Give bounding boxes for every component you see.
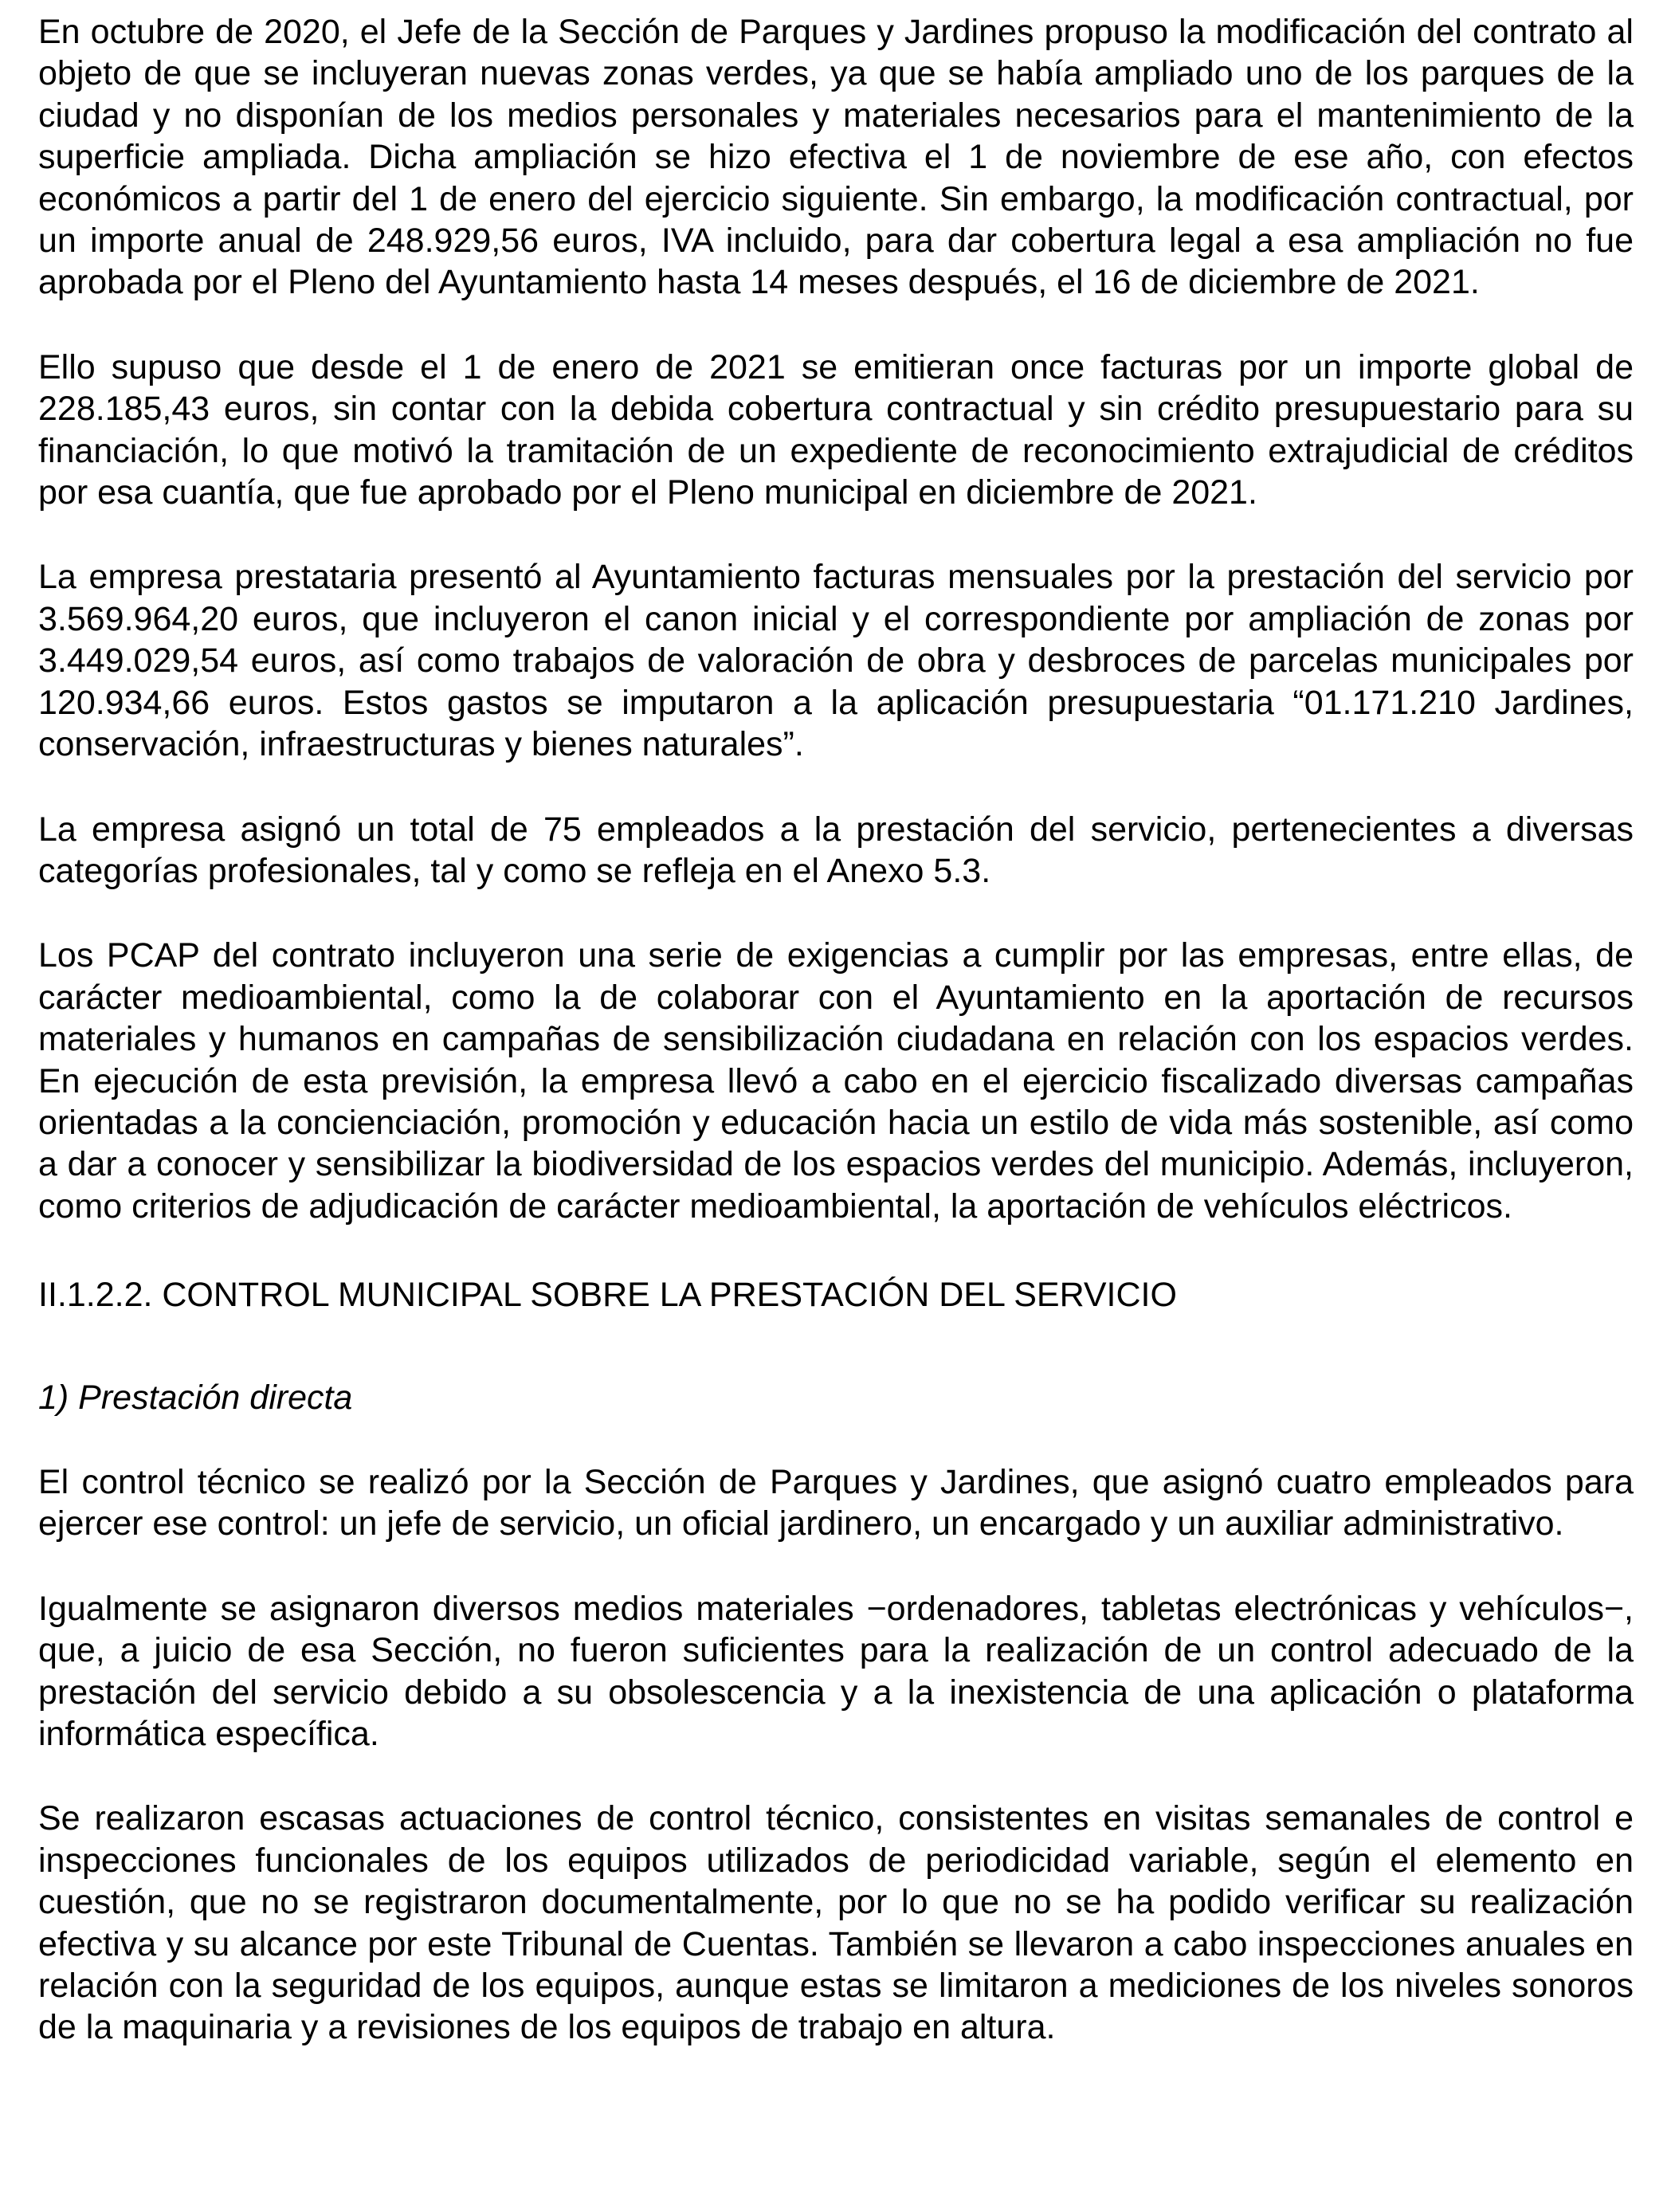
paragraph-monthly-invoices: La empresa prestataria presentó al Ayuntamiento facturas mensuales por la prestación del servicio por 3.569.964,20 euros, que incluyeron el canon inicial y el correspondiente por ampliación de zonas por 3.449.029,54 euros, así como trabajos de valoración de obra y desbroces de parcelas municipales por 120.934,66 euros. Estos gastos se imputaron a la aplicación presupuestaria “01.171.210 Jardines, conservación, infraestructuras y bienes naturales”. bbox=[38, 558, 1634, 764]
document-page bbox=[38, 11, 1634, 2049]
paragraph-environmental-requirements: Los PCAP del contrato incluyeron una serie de exigencias a cumplir por las empresas, entre ellas, de carácter medioambiental, como la de colaborar con el Ayuntamiento en la aportación de recursos materiales y humanos en campañas de sensibilización ciudadana en relación con los espacios verdes. En ejecución de esta previsión, la empresa llevó a cabo en el ejercicio fiscalizado diversas campañas orientadas a la concienciación, promoción y educación hacia un estilo de vida más sostenible, así como a dar a conocer y sensibilizar la biodiversidad de los espacios verdes del municipio. Además, incluyeron, como criterios de adjudicación de carácter medioambiental, la aportación de vehículos eléctricos. bbox=[38, 936, 1634, 1226]
paragraph-invoices-without-coverage: Ello supuso que desde el 1 de enero de 2021 se emitieran once facturas por un importe global de 228.185,43 euros, sin contar con la debida cobertura contractual y sin crédito presupuestario para su financiación, lo que motivó la tramitación de un expediente de reconocimiento extrajudicial de créditos por esa cuantía, que fue aprobado por el Pleno municipal en diciembre de 2021. bbox=[38, 347, 1634, 512]
paragraph-employees: La empresa asignó un total de 75 empleados a la prestación del servicio, pertenecientes a diversas categorías profesionales, tal y como se refleja en el Anexo 5.3. bbox=[38, 810, 1634, 890]
subsection-heading: 1) Prestación directa bbox=[38, 1378, 353, 1417]
paragraph-contract-modification: En octubre de 2020, el Jefe de la Sección de Parques y Jardines propuso la modificación del contrato al objeto de que se incluyeran nuevas zonas verdes, ya que se había ampliado uno de los parques de la ciudad y no disponían de los medios personales y materiales necesarios para el mantenimiento de la superficie ampliada. Dicha ampliación se hizo efectiva el 1 de noviembre de ese año, con efectos económicos a partir del 1 de enero del ejercicio siguiente. Sin embargo, la modificación contractual, por un importe anual de 248.929,56 euros, IVA incluido, para dar cobertura legal a esa ampliación no fue aprobada por el Pleno del Ayuntamiento hasta 14 meses después, el 16 de diciembre de 2021. bbox=[38, 13, 1634, 302]
paragraph-technical-control: El control técnico se realizó por la Sección de Parques y Jardines, que asignó cuatro empleados para ejercer ese control: un jefe de servicio, un oficial jardinero, un encargado y un auxiliar administrativo. bbox=[38, 1462, 1634, 1543]
section-heading: II.1.2.2. CONTROL MUNICIPAL SOBRE LA PRESTACIÓN DEL SERVICIO bbox=[38, 1276, 1177, 1315]
paragraph-material-resources: Igualmente se asignaron diversos medios materiales −ordenadores, tabletas electrónicas y vehículos−, que, a juicio de esa Sección, no fueron suficientes para la realización de un control adecuado de la prestación del servicio debido a su obsolescencia y a la inexistencia de una aplicación o plataforma informática específica. bbox=[38, 1589, 1634, 1753]
paragraph-control-actions: Se realizaron escasas actuaciones de control técnico, consistentes en visitas semanales de control e inspecciones funcionales de los equipos utilizados de periodicidad variable, según el elemento en cuestión, que no se registraron documentalmente, por lo que no se ha podido verificar su realización efectiva y su alcance por este Tribunal de Cuentas. También se llevaron a cabo inspecciones anuales en relación con la seguridad de los equipos, aunque estas se limitaron a mediciones de los niveles sonoros de la maquinaria y a revisiones de los equipos de trabajo en altura. bbox=[38, 1799, 1634, 2047]
